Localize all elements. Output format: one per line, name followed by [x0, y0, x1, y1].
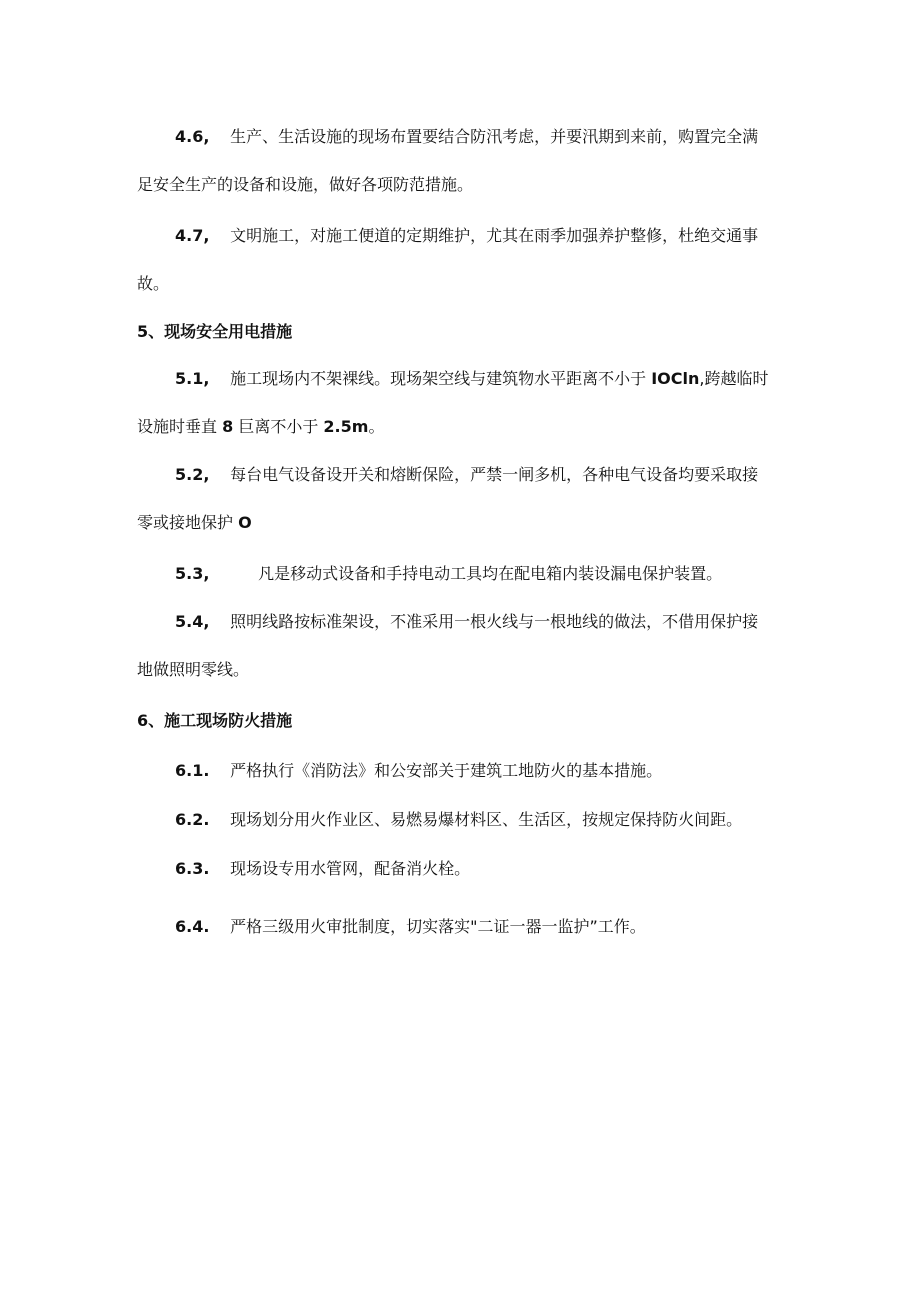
paragraph-4-7 [137, 212, 787, 308]
paragraph-text: 照明线路按标准架设，不准采用一根火线与一根地线的做法，不借用保护接 [230, 612, 759, 631]
paragraph-5-1 [137, 355, 787, 451]
item-number: 5.3, [175, 564, 210, 583]
paragraph-6-1 [137, 747, 787, 795]
paragraph-5-2 [137, 451, 787, 547]
item-number: 6.4. [175, 917, 210, 936]
paragraph-text-cont: 巨离不小于 [233, 417, 324, 436]
section-heading-6: 6、施工现场防火措施 [137, 711, 293, 730]
item-number: 5.2, [175, 465, 210, 484]
section-heading-5: 5、现场安全用电措施 [137, 322, 293, 341]
paragraph-text: 生产、生活设施的现场布置要结合防汛考虑，并要汛期到来前，购置完全满 [230, 127, 759, 146]
item-number: 6.2. [175, 810, 210, 829]
paragraph-5-3 [137, 550, 787, 598]
paragraph-text: 现场设专用水管网，配备消火栓。 [230, 859, 471, 878]
paragraph-text-cont: 。 [368, 417, 385, 436]
paragraph-6-2 [137, 796, 787, 844]
paragraph-text: 施工现场内不架裸线。现场架空线与建筑物水平距离不小于 [230, 369, 652, 388]
paragraph-text: ,跨越临时 [699, 369, 769, 388]
item-number: 5.1, [175, 369, 210, 388]
item-number: 4.6, [175, 127, 210, 146]
ocr-glyph: O [238, 513, 252, 532]
paragraph-text: 现场划分用火作业区、易燃易爆材料区、生活区，按规定保持防火间距。 [230, 810, 743, 829]
distance-value: IOCln [651, 369, 700, 388]
paragraph-4-6 [137, 113, 787, 209]
paragraph-text: 凡是移动式设备和手持电动工具均在配电箱内装设漏电保护装置。 [258, 564, 723, 583]
item-number: 6.3. [175, 859, 210, 878]
number-value: 8 [222, 417, 234, 436]
paragraph-text-cont: 故。 [137, 274, 170, 293]
paragraph-text-cont: 足安全生产的设备和设施，做好各项防范措施。 [137, 175, 474, 194]
paragraph-6-3 [137, 845, 787, 893]
item-number: 5.4, [175, 612, 210, 631]
paragraph-text: 每台电气设备设开关和熔断保险，严禁一闸多机，各种电气设备均要采取接 [230, 465, 759, 484]
item-number: 6.1. [175, 761, 210, 780]
paragraph-text-cont: 设施时垂直 [137, 417, 223, 436]
distance-value: 2.5m [323, 417, 369, 436]
paragraph-5-4 [137, 598, 787, 694]
paragraph-text: 文明施工，对施工便道的定期维护，尤其在雨季加强养护整修，杜绝交通事 [230, 226, 759, 245]
paragraph-6-4 [137, 903, 787, 951]
paragraph-text-cont: 地做照明零线。 [137, 660, 250, 679]
item-number: 4.7, [175, 226, 210, 245]
paragraph-text: 严格执行《消防法》和公安部关于建筑工地防火的基本措施。 [230, 761, 663, 780]
paragraph-text: 严格三级用火审批制度，切实落实"二证一器一监护”工作。 [230, 917, 646, 936]
paragraph-text-cont: 零或接地保护 [137, 513, 239, 532]
